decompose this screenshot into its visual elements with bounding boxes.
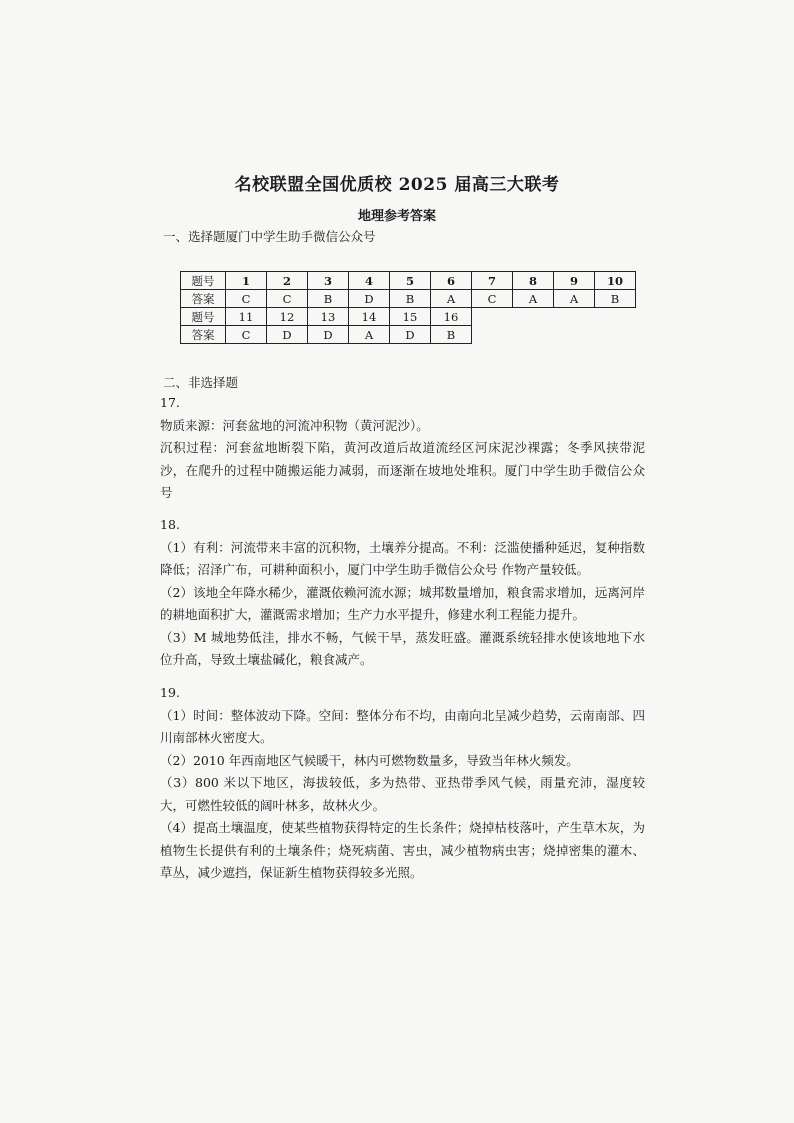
table-row	[181, 290, 636, 308]
empty-cell	[513, 326, 554, 344]
answer-paragraph: （3）800 米以下地区，海拔较低，多为热带、亚热带季风气候，雨量充沛，湿度较大，可燃性较低的阔叶林多，故林火少。	[160, 775, 645, 813]
question-number: 15	[390, 308, 431, 326]
answer-paragraph: 物质来源：河套盆地的河流冲积物（黄河泥沙）。	[160, 417, 429, 433]
answer-paragraph: （3）M 城地势低洼，排水不畅，气候干旱，蒸发旺盛。灌溉系统轻排水使该地地下水位升高，导致土壤盐碱化，粮食减产。	[160, 629, 645, 667]
question-number: 1	[226, 272, 267, 290]
section-heading-choice: 一、选择题厦门中学生助手微信公众号	[163, 229, 376, 244]
empty-cell	[595, 308, 636, 326]
question-number: 12	[267, 308, 308, 326]
answer-cell: D	[267, 326, 308, 344]
question-number: 14	[349, 308, 390, 326]
empty-cell	[554, 308, 595, 326]
row-header: 答案	[181, 290, 226, 308]
empty-cell	[595, 326, 636, 344]
question-number: 16	[431, 308, 472, 326]
question-number: 4	[349, 272, 390, 290]
answer-cell: D	[308, 326, 349, 344]
question-17	[160, 392, 645, 505]
page-title: 名校联盟全国优质校 2025 届高三大联考	[234, 175, 560, 195]
empty-cell	[513, 308, 554, 326]
answer-cell: B	[390, 290, 431, 308]
question-number: 17.	[160, 395, 180, 410]
question-number: 2	[267, 272, 308, 290]
answer-cell: B	[431, 326, 472, 344]
answer-cell: C	[226, 290, 267, 308]
answer-paragraph: （4）提高土壤温度，使某些植物获得特定的生长条件；烧掉枯枝落叶，产生草木灰，为植物生长提供有利的土壤条件；烧死病菌、害虫，减少植物病虫害；烧掉密集的灌木、草丛，减少遮挡，保证新生植物获得较多光照。	[160, 820, 645, 880]
answer-cell: B	[595, 290, 636, 308]
question-number: 19.	[160, 685, 180, 700]
answer-paragraph: （2）该地全年降水稀少，灌溉依赖河流水源；城邦数量增加，粮食需求增加，远离河岸的耕地面积扩大，灌溉需求增加；生产力水平提升，修建水利工程能力提升。	[160, 584, 645, 622]
question-19	[160, 682, 645, 885]
empty-cell	[472, 308, 513, 326]
answer-cell: A	[431, 290, 472, 308]
table-row	[181, 272, 636, 290]
answer-cell: C	[267, 290, 308, 308]
question-number: 7	[472, 272, 513, 290]
page-subtitle: 地理参考答案	[357, 209, 436, 224]
row-header: 答案	[181, 326, 226, 344]
question-18	[160, 514, 645, 672]
answer-paragraph: （1）时间：整体波动下降。空间：整体分布不均，由南向北呈减少趋势，云南南部、四川南部林火密度大。	[160, 707, 645, 745]
answer-cell: B	[308, 290, 349, 308]
answer-cell: C	[472, 290, 513, 308]
answer-paragraph: （1）有利：河流带来丰富的沉积物，土壤养分提高。不利：泛滥使播种延迟，复种指数降低；沼泽广布，可耕种面积小，厦门中学生助手微信公众号 作物产量较低。	[160, 539, 645, 577]
question-number: 8	[513, 272, 554, 290]
question-number: 18.	[160, 517, 180, 532]
answer-cell: A	[349, 326, 390, 344]
answer-paragraph: （2）2010 年西南地区气候暖干，林内可燃物数量多，导致当年林火频发。	[160, 752, 579, 768]
question-number: 9	[554, 272, 595, 290]
question-number: 11	[226, 308, 267, 326]
question-number: 5	[390, 272, 431, 290]
section-heading-nonchoice: 二、非选择题	[163, 375, 239, 390]
answer-table	[180, 271, 636, 344]
question-number: 10	[595, 272, 636, 290]
table-row	[181, 308, 636, 326]
question-number: 13	[308, 308, 349, 326]
question-number: 6	[431, 272, 472, 290]
row-header: 题号	[181, 308, 226, 326]
answer-cell: D	[349, 290, 390, 308]
answer-cell: A	[513, 290, 554, 308]
empty-cell	[472, 326, 513, 344]
table-row	[181, 326, 636, 344]
answer-cell: C	[226, 326, 267, 344]
answer-cell: D	[390, 326, 431, 344]
row-header: 题号	[181, 272, 226, 290]
answer-cell: A	[554, 290, 595, 308]
empty-cell	[554, 326, 595, 344]
answer-paragraph: 沉积过程：河套盆地断裂下陷，黄河改道后故道流经区河床泥沙裸露；冬季风挟带泥沙，在爬升的过程中随搬运能力减弱，而逐渐在坡地处堆积。厦门中学生助手微信公众号	[160, 440, 645, 500]
question-number: 3	[308, 272, 349, 290]
